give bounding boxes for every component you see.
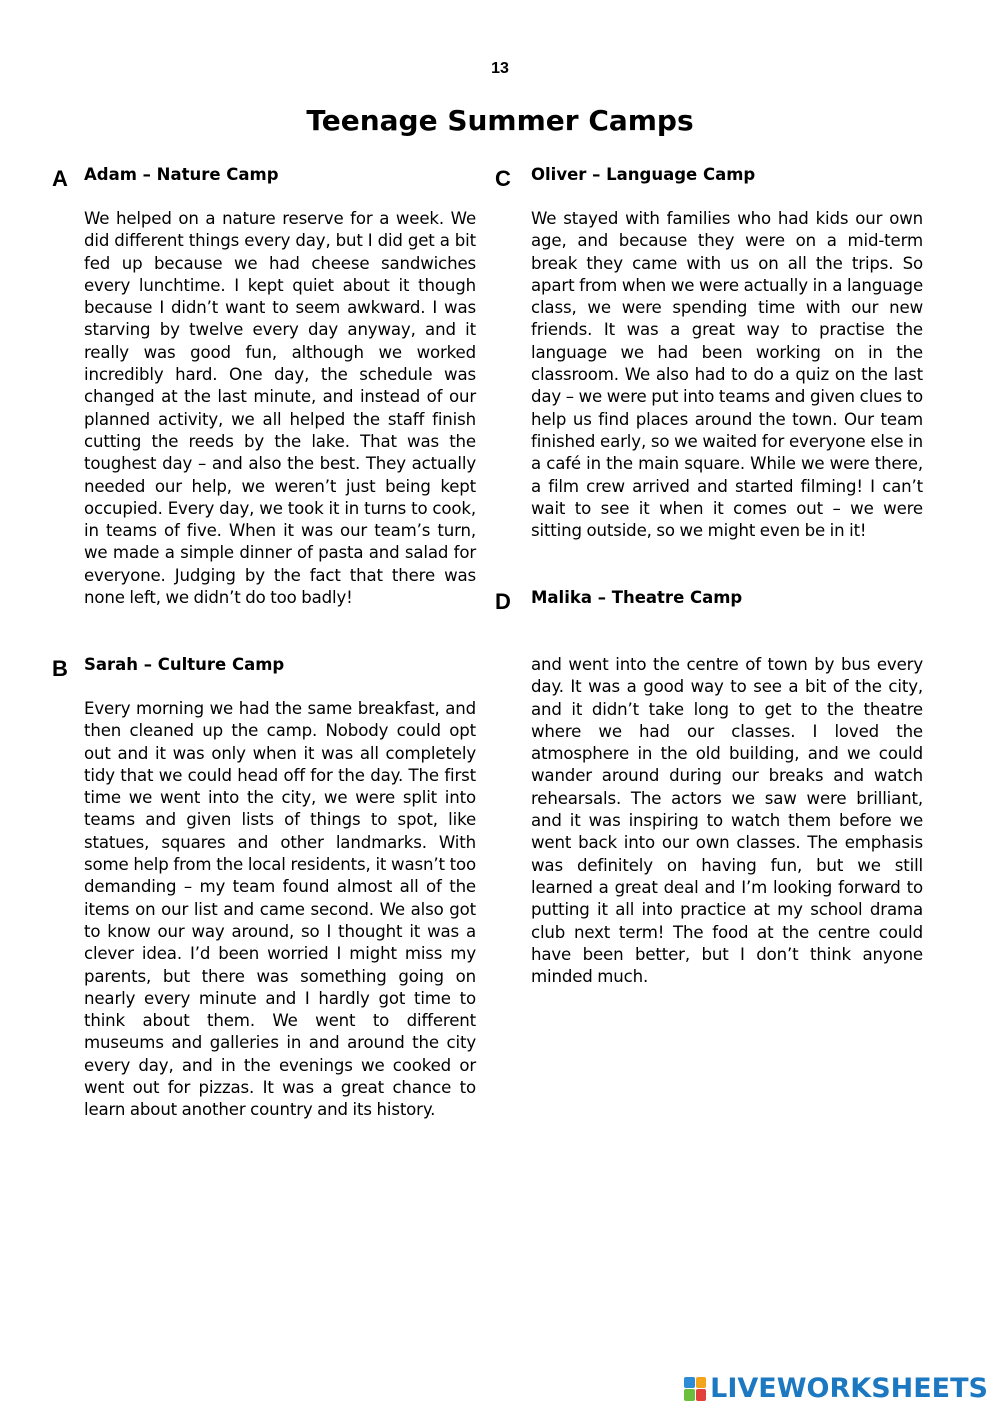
section-d-body-column [531,654,923,988]
section-heading: Oliver – Language Camp [531,165,756,184]
section-body: and went into the centre of town by bus every day. It was a good way to see a bit of the city, and it didn’t take long to get to the theatre where we had our classes. I loved the atmosphere in the old building, and we could wander around during our breaks and watch rehearsals. The actors we saw were brilliant, and it was inspiring to watch them before we went back into our own classes. The emphasis was definitely on having fun, but we still learned a great deal and I’m looking forward to putting it all into practice at my school drama club next term! The food at the centre could have been better, but I don’t think anyone minded much. [531,655,923,987]
section-letter: C [495,166,511,191]
section-letter: A [52,166,68,191]
liveworksheets-logo-icon [684,1377,706,1401]
section-heading: Adam – Nature Camp [84,165,279,184]
section-body: We stayed with families who had kids our own age, and because they were on a mid-term break they came with us on all the trips. So apart from when we were actually in a language class, we were spending time with our new friends. It was a great way to practise the language we had been working on in the classroom. We also had to do a quiz on the last day – we were put into teams and given clues to help us find places around the town. Our team finished early, so we waited for everyone else in a café in the main square. While we were there, a film crew arrived and started filming! I can’t wait to see it when it comes out – we were sitting outside, so we might even be in it! [531,209,923,541]
section-heading: Malika – Theatre Camp [531,588,743,607]
page-title: Teenage Summer Camps [306,104,694,137]
logo-text: LIVEWORKSHEETS [710,1373,988,1404]
section-letter: D [495,589,511,614]
section-heading: Sarah – Culture Camp [84,655,285,674]
liveworksheets-logo [684,1373,988,1404]
section-letter: B [52,656,68,681]
section-body: We helped on a nature reserve for a week. We did different things every day, but I did get a bit fed up because we had cheese sandwiches every lunchtime. I kept quiet about it though because I didn’t want to seem awkward. I was starving by twelve every day anyway, and it really was good fun, although we worked incredibly hard. One day, the schedule was changed at the last minute, and instead of our planned activity, we all helped the staff finish cutting the reeds by the lake. That was the toughest day – and also the best. They actually needed our help, we weren’t just being kept occupied. Every day, we took it in turns to cook, in teams of five. When it was our team’s turn, we made a simple dinner of pasta and salad for everyone. Judging by the fact that there was none left, we didn’t do too badly! [84,209,476,608]
page-number: 13 [491,60,509,77]
section-body: Every morning we had the same breakfast, and then cleaned up the camp. Nobody could opt out and it was only when it was all completely tidy that we could head off for the day. The first time we went into the city, we were split into teams and given lists of things to spot, like statues, squares and other landmarks. With some help from the local residents, it wasn’t too demanding – my team found almost all of the items on our list and came second. We also got to know our way around, so I thought it was a clever idea. I’d been worried I might miss my parents, but there was something going on nearly every minute and I hardly got time to think about them. We went to different museums and galleries in and around the city every day, and in the evenings we cooked or went out for pizzas. It was a great chance to learn about another country and its history. [84,699,476,1120]
